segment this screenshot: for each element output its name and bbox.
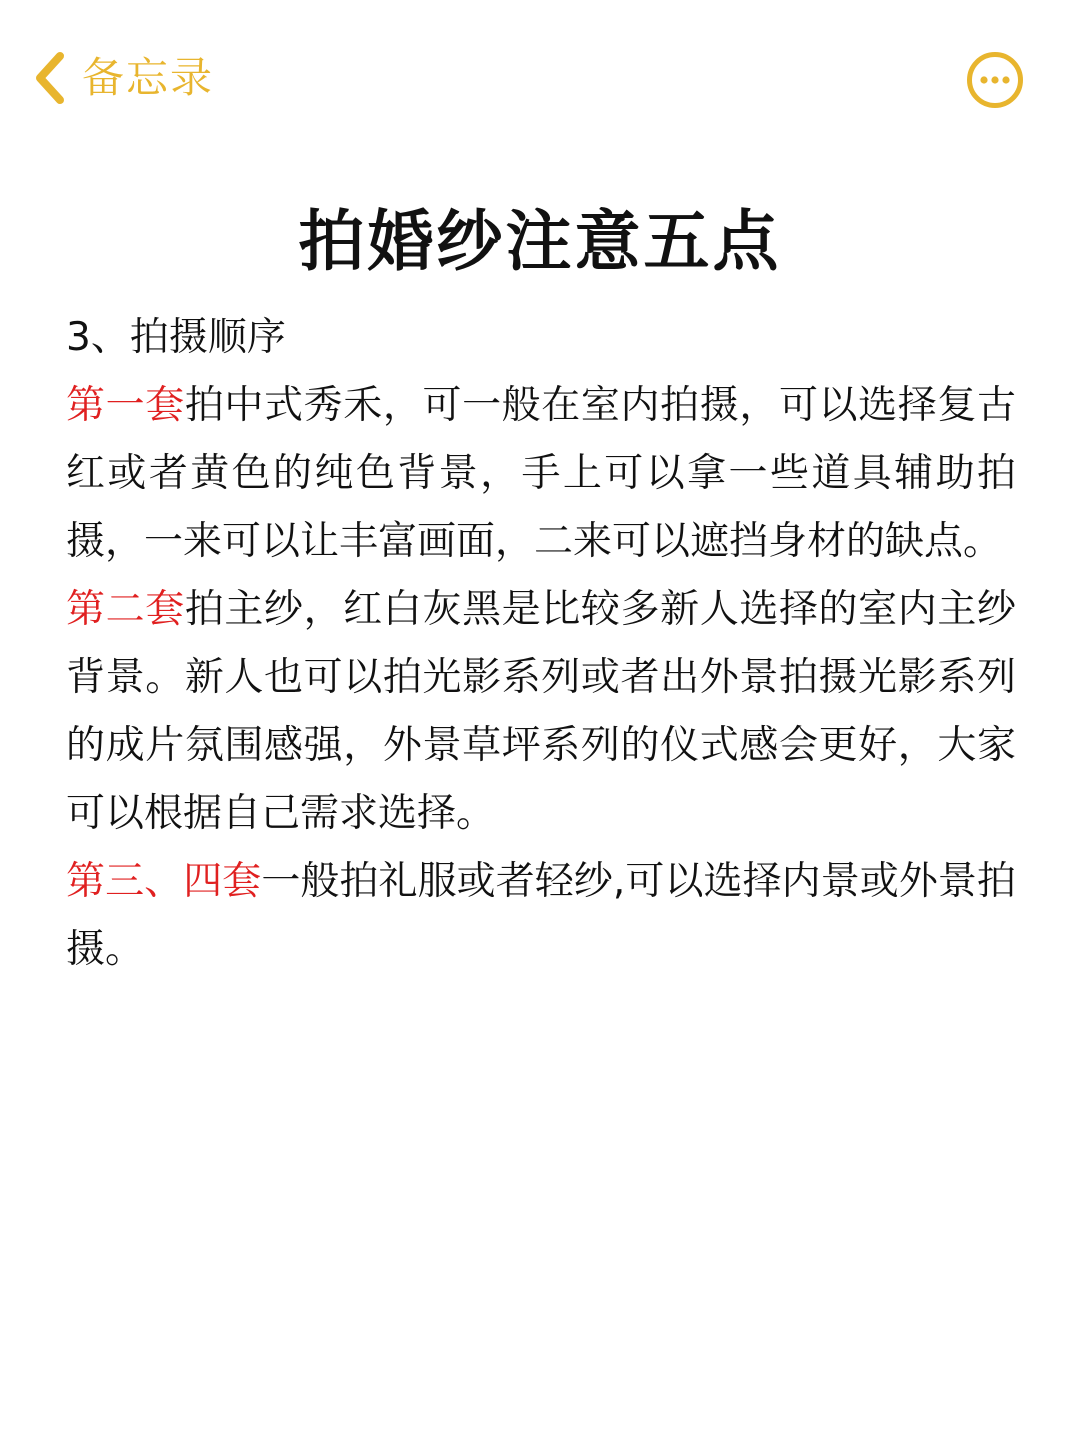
paragraph-first-set <box>66 372 1016 576</box>
note-title: 拍婚纱注意五点 <box>298 203 782 281</box>
paragraph-highlight: 第三、四套 <box>66 859 262 904</box>
back-button[interactable] <box>28 46 214 110</box>
note-body[interactable] <box>66 304 1016 984</box>
more-options-button[interactable] <box>966 51 1024 109</box>
paragraph-text: 一般拍礼服或者轻纱,可以选择内景或外景拍摄。 <box>66 859 1016 972</box>
chevron-left-icon <box>28 46 72 110</box>
paragraph-third-fourth-set <box>66 848 1016 984</box>
back-button-label: 备忘录 <box>82 53 215 102</box>
paragraph-text: 拍中式秀禾，可一般在室内拍摄，可以选择复古红或者黄色的纯色背景，手上可以拿一些道具辅助拍摄，一来可以让丰富画面，二来可以遮挡身材的缺点。 <box>66 383 1016 564</box>
paragraph-second-set <box>66 576 1016 848</box>
section-heading: 3、拍摄顺序 <box>66 315 286 360</box>
paragraph-highlight: 第二套 <box>66 587 185 632</box>
paragraph-highlight: 第一套 <box>66 383 185 428</box>
ellipsis-circle-icon <box>966 51 1024 109</box>
navigation-bar <box>0 0 1080 140</box>
paragraph-text: 拍主纱，红白灰黑是比较多新人选择的室内主纱背景。新人也可以拍光影系列或者出外景拍摄光影系列的成片氛围感强，外景草坪系列的仪式感会更好，大家可以根据自己需求选择。 <box>66 587 1016 836</box>
